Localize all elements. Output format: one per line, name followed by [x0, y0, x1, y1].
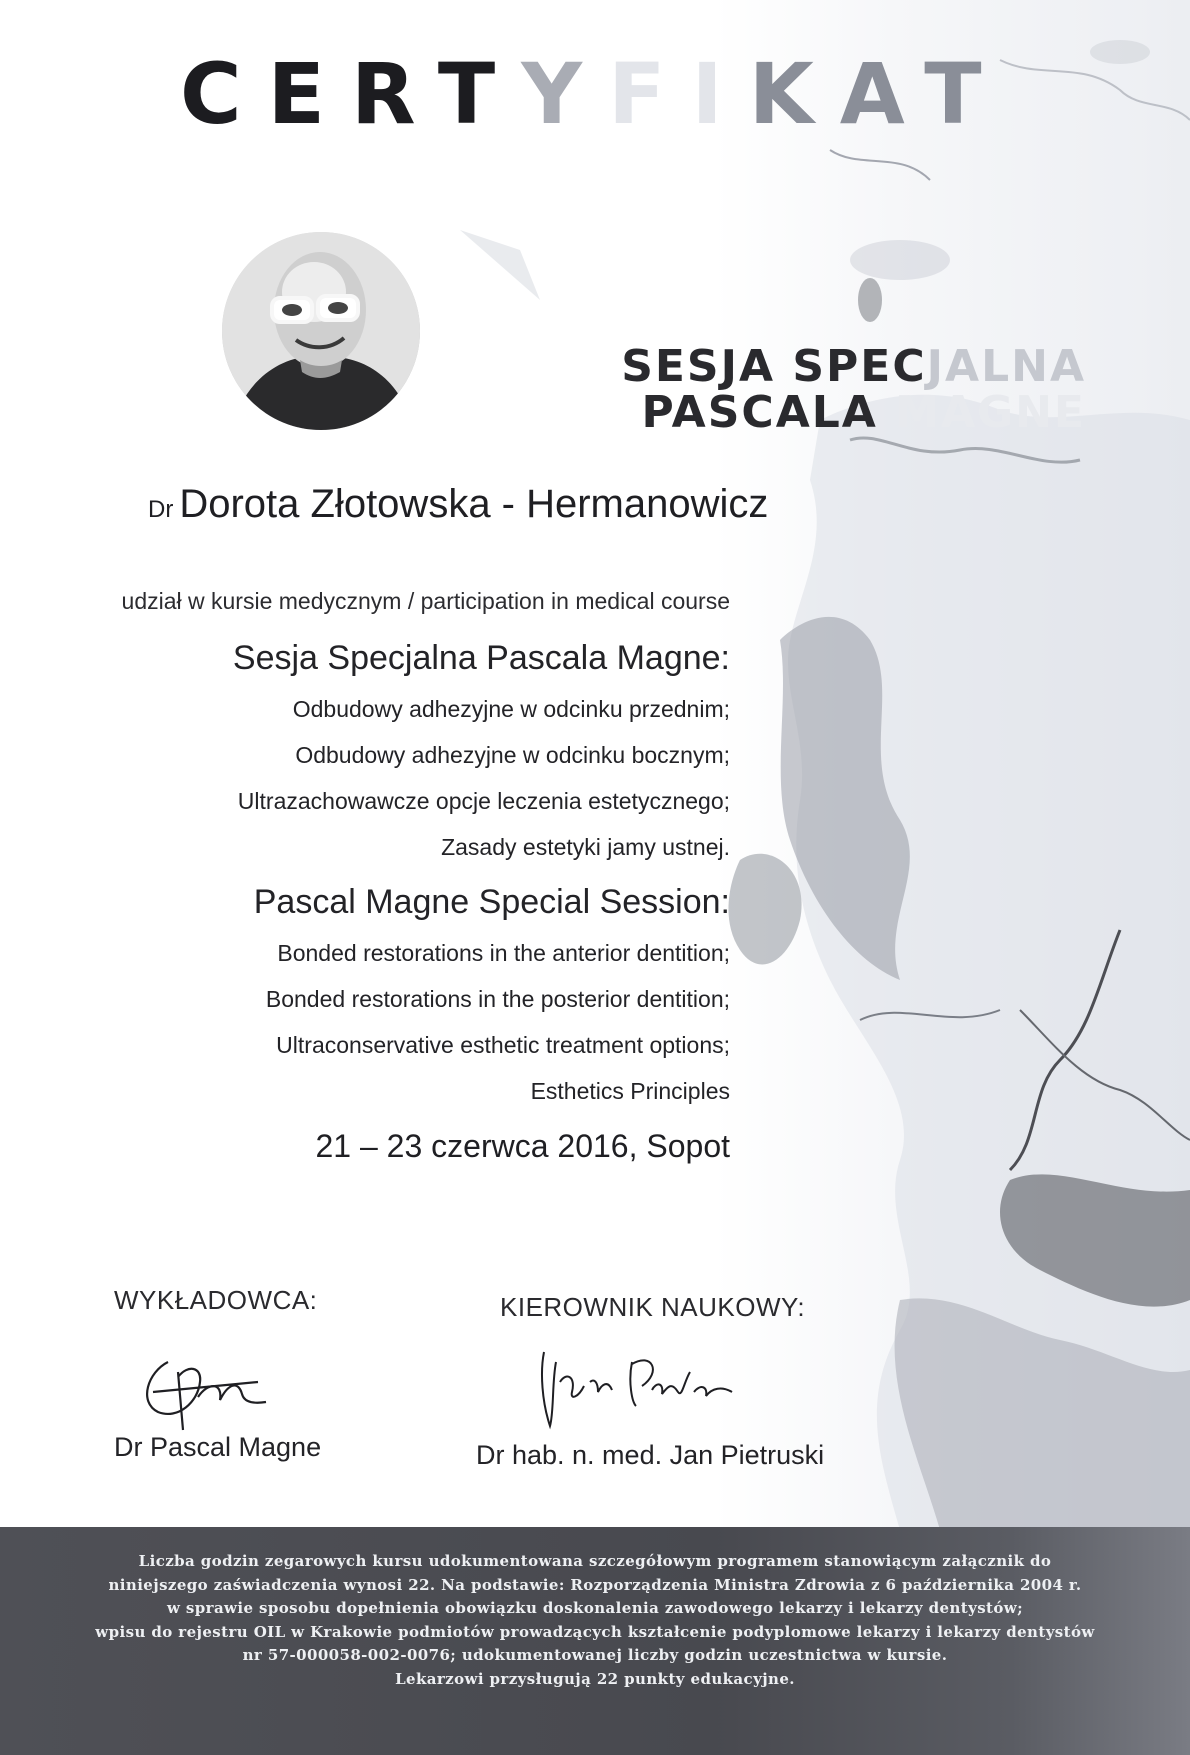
- course-item-en: Bonded restorations in the anterior dentition;: [277, 940, 730, 966]
- recipient-prefix: Dr: [148, 496, 174, 523]
- title-part: CERT: [180, 45, 522, 143]
- recipient-full-name: Dorota Złotowska - Hermanowicz: [179, 482, 769, 526]
- scientific-director-signature: [532, 1342, 752, 1432]
- course-item-en: Bonded restorations in the posterior dentition;: [265, 986, 730, 1012]
- footer-legal-text: [90, 1550, 1100, 1691]
- participation-text: udział w kursie medycznym / participation in medical course: [121, 588, 730, 614]
- footer-line: w sprawie sposobu dopełnienia obowiązku doskonalenia zawodowego lekarzy i lekarzy dentystów;: [166, 1599, 1024, 1617]
- footer-line: wpisu do rejestru OIL w Krakowie podmiotów prowadzących kształcenie podyplomowe lekarzy i lekarzy dentystów: [95, 1622, 1095, 1641]
- lecturer-signature: [138, 1342, 278, 1432]
- course-item-en: Esthetics Principles: [530, 1078, 730, 1104]
- scientific-director-name: Dr hab. n. med. Jan Pietruski: [476, 1440, 825, 1470]
- footer-line: Liczba godzin zegarowych kursu udokumentowana szczegółowym programem stanowiącym załącznik do: [138, 1552, 1052, 1570]
- certificate-title: [180, 45, 1040, 143]
- course-heading-pl: Sesja Specjalna Pascala Magne:: [232, 639, 730, 677]
- portrait-illustration: [222, 232, 420, 430]
- session-title: [621, 341, 1086, 438]
- footer-line: Lekarzowi przysługują 22 punkty edukacyjne.: [395, 1669, 795, 1688]
- course-item-en: Ultraconservative esthetic treatment options;: [276, 1032, 730, 1058]
- title-part: KAT: [748, 45, 1008, 143]
- scientific-director-label: KIEROWNIK NAUKOWY:: [500, 1292, 806, 1322]
- course-item-pl: Odbudowy adhezyjne w odcinku przednim;: [292, 696, 730, 722]
- course-item-pl: Zasady estetyki jamy ustnej.: [441, 834, 730, 860]
- title-part: F: [608, 45, 692, 143]
- course-item-pl: Odbudowy adhezyjne w odcinku bocznym;: [295, 742, 730, 768]
- session-title-line2: PASCALA MAGNE: [641, 387, 1086, 438]
- footer-line: niniejszego zaświadczenia wynosi 22. Na podstawie: Rozporządzenia Ministra Zdrowia z 6 października 2004 r.: [108, 1575, 1082, 1594]
- title-part: I: [691, 45, 749, 143]
- lecturer-name: Dr Pascal Magne: [114, 1432, 322, 1462]
- course-program-en: [30, 880, 730, 1114]
- lecturer-portrait: [222, 232, 420, 430]
- session-title-line1: SESJA SPECJALNA: [621, 341, 1086, 392]
- course-item-pl: Ultrazachowawcze opcje leczenia estetycznego;: [237, 788, 730, 814]
- course-heading-en: Pascal Magne Special Session:: [253, 883, 730, 921]
- title-part: Y: [521, 45, 609, 143]
- recipient-name: [148, 482, 768, 527]
- course-date-location: 21 – 23 czerwca 2016, Sopot: [315, 1128, 730, 1164]
- lecturer-label: WYKŁADOWCA:: [114, 1285, 318, 1315]
- course-program-pl: [30, 636, 730, 870]
- footer-line: nr 57-000058-002-0076; udokumentowanej liczby godzin uczestnictwa w kursie.: [242, 1646, 948, 1664]
